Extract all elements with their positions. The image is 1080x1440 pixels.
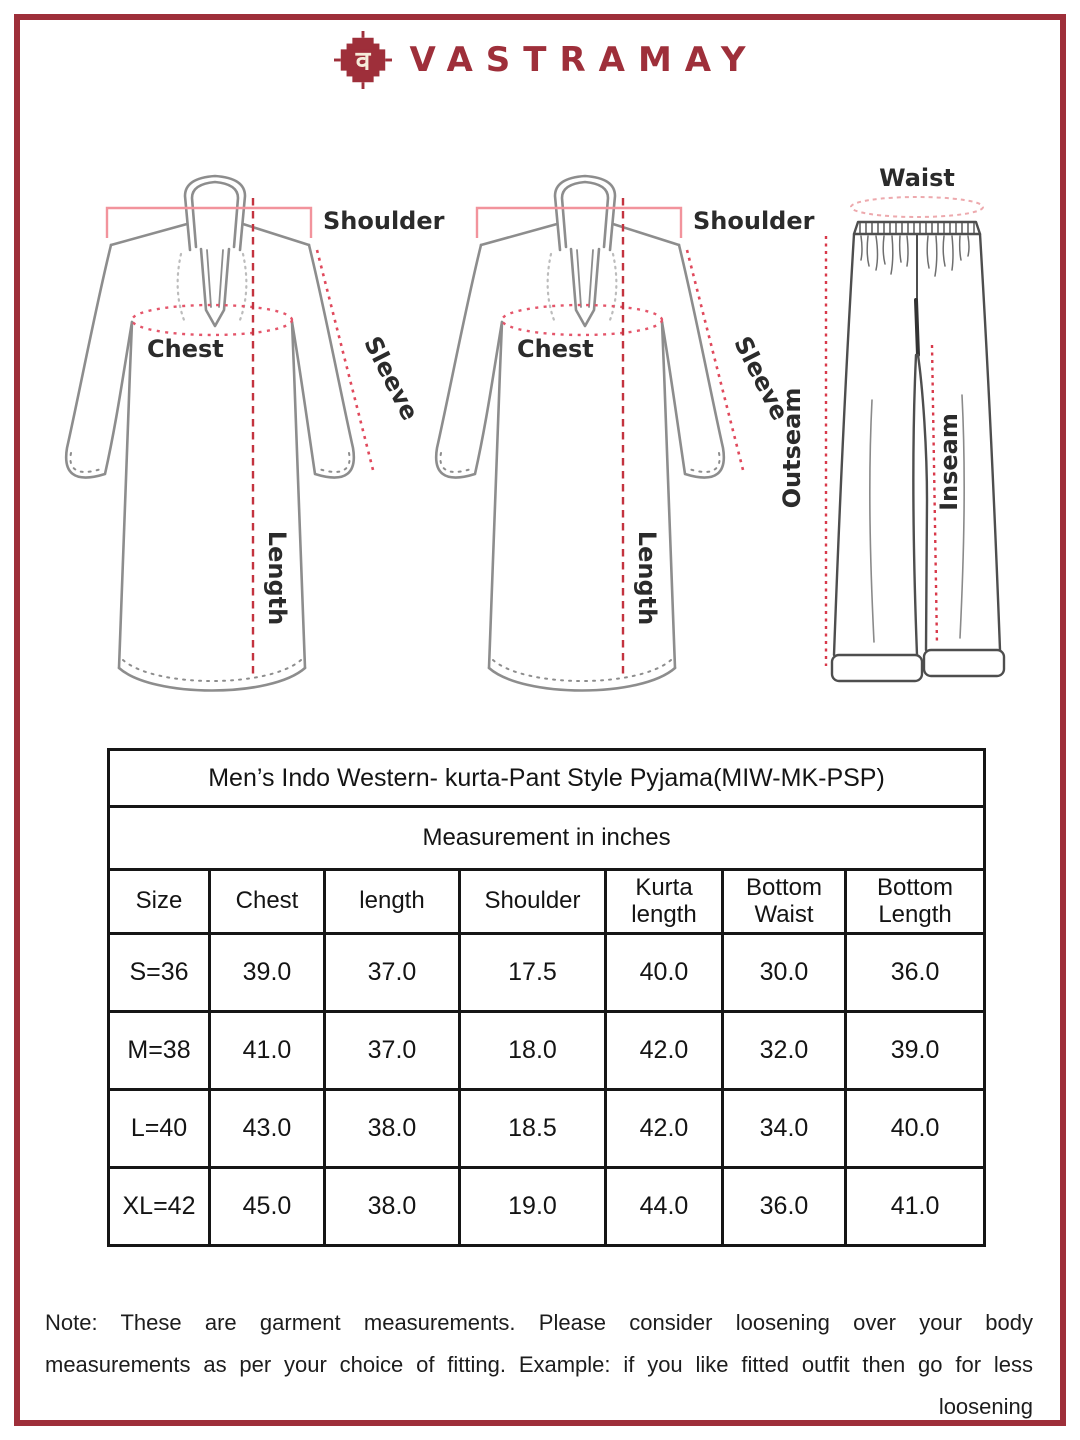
cell-kurta-length: 42.0 [606,1012,723,1090]
cell-kurta-length: 40.0 [606,934,723,1012]
inseam-label: Inseam [935,413,963,511]
cell-size: XL=42 [109,1168,210,1246]
column-header-kurta-length: Kurta length [606,870,723,934]
cell-bottom-waist: 36.0 [723,1168,846,1246]
cell-bottom-length: 40.0 [846,1090,985,1168]
table-subtitle: Measurement in inches [109,807,985,870]
cell-size: S=36 [109,934,210,1012]
chest-label: Chest [517,335,594,363]
cell-bottom-waist: 32.0 [723,1012,846,1090]
cell-size: M=38 [109,1012,210,1090]
waist-measure-ellipse [851,197,983,217]
length-label: Length [633,530,661,626]
measurement-note: Note: These are garment measurements. Please consider loosening over your body measurements as per your choice of fitting. Example: if you like fitted outfit then go for less loosening [45,1310,1033,1420]
waist-label: Waist [879,164,955,192]
cell-length: 38.0 [325,1168,460,1246]
column-header-size: Size [109,870,210,934]
kurta-diagram-1 [35,150,445,715]
cell-size: L=40 [109,1090,210,1168]
outseam-label: Outseam [778,387,806,509]
table-title-row [109,750,985,807]
column-header-chest: Chest [210,870,325,934]
table-subtitle-row [109,807,985,870]
pant-outline [832,222,1004,681]
kurta-outline [436,176,724,691]
cell-bottom-waist: 30.0 [723,934,846,1012]
kurta-diagram-2 [405,150,815,715]
cell-kurta-length: 42.0 [606,1090,723,1168]
cell-length: 38.0 [325,1090,460,1168]
kurta-outline [66,176,354,691]
cell-bottom-waist: 34.0 [723,1090,846,1168]
brand-wordmark: VASTRAMAY [409,40,759,80]
brand-header [0,28,1080,92]
column-header-length: length [325,870,460,934]
shoulder-label: Shoulder [693,207,815,235]
table-row-m [109,1012,985,1090]
sleeve-measure-line [687,250,743,470]
shoulder-measure-line [107,208,311,238]
cell-bottom-length: 41.0 [846,1168,985,1246]
measurement-table [107,748,986,1247]
cell-shoulder: 18.5 [460,1090,606,1168]
cell-chest: 45.0 [210,1168,325,1246]
cell-kurta-length: 44.0 [606,1168,723,1246]
cell-shoulder: 18.0 [460,1012,606,1090]
cell-chest: 43.0 [210,1090,325,1168]
table-title: Men’s Indo Western- kurta-Pant Style Pyjama(MIW-MK-PSP) [109,750,985,807]
table-row-l [109,1090,985,1168]
length-label: Length [263,530,291,626]
sleeve-label: Sleeve [728,331,795,425]
cell-chest: 41.0 [210,1012,325,1090]
table-header-row [109,870,985,934]
vastramay-logo-icon [334,31,392,89]
column-header-bottom-length: Bottom Length [846,870,985,934]
cell-bottom-length: 36.0 [846,934,985,1012]
cell-bottom-length: 39.0 [846,1012,985,1090]
column-header-shoulder: Shoulder [460,870,606,934]
cell-length: 37.0 [325,1012,460,1090]
shoulder-measure-line [477,208,681,238]
cell-shoulder: 17.5 [460,934,606,1012]
cell-chest: 39.0 [210,934,325,1012]
pant-diagram [760,150,1080,715]
logo-glyph: व [356,45,371,76]
cell-length: 37.0 [325,934,460,1012]
table-row-s [109,934,985,1012]
sleeve-measure-line [317,250,373,470]
shoulder-label: Shoulder [323,207,445,235]
cell-shoulder: 19.0 [460,1168,606,1246]
column-header-bottom-waist: Bottom Waist [723,870,846,934]
sleeve-label: Sleeve [358,331,425,425]
chest-label: Chest [147,335,224,363]
table-row-xl [109,1168,985,1246]
